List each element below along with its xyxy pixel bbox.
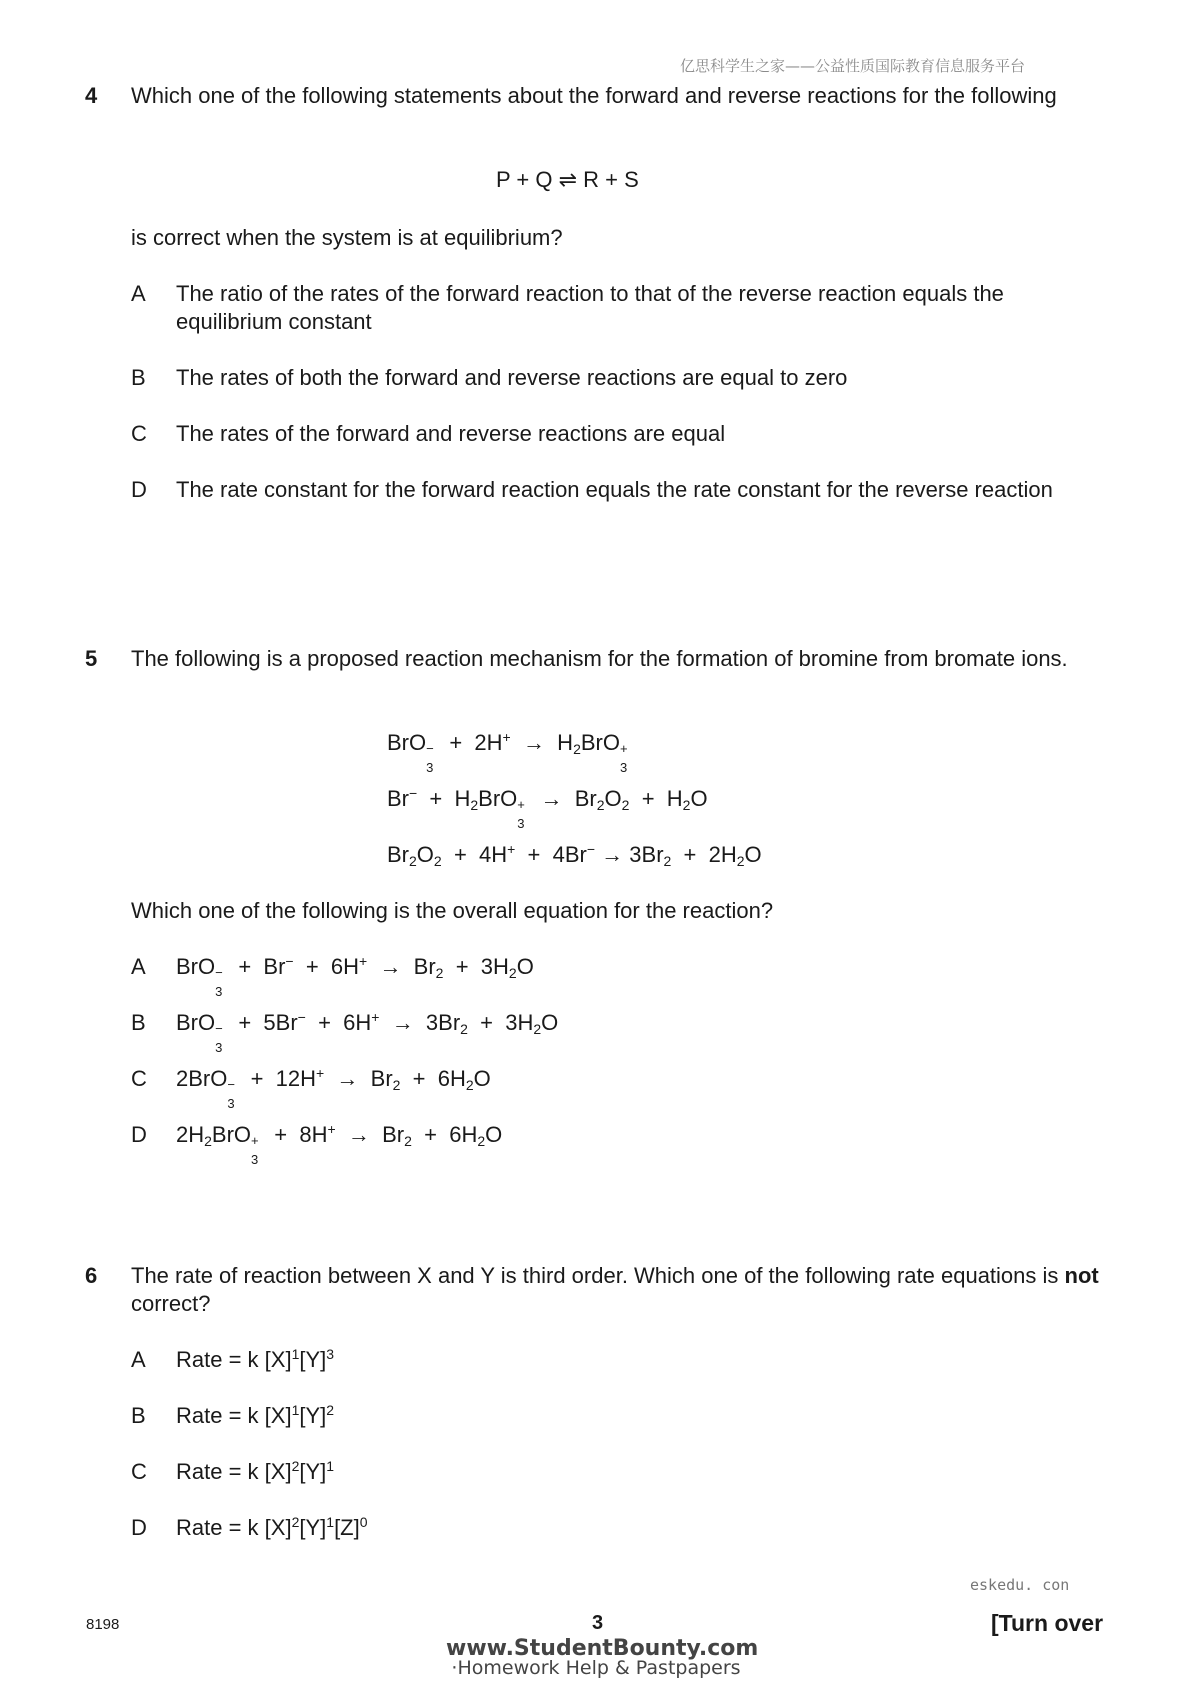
studentbounty-logo	[446, 1636, 759, 1679]
q6-option-b-equation[interactable]: Rate = k $[X]^1[Y]^2$	[176, 1402, 335, 1428]
q5-option-d-equation[interactable]: $2H_2BrO$ + 3 + $8H^+ \to Br_2 + 6H_2O$	[176, 1121, 503, 1167]
logo-url: www.StudentBounty.com	[446, 1636, 759, 1661]
q5-option-c-letter[interactable]: C	[131, 1066, 147, 1091]
q5-option-a-letter[interactable]: A	[131, 954, 146, 979]
question-4-equation: P + Q ⇌ R + S	[496, 167, 639, 192]
q4-option-b-text[interactable]: The rates of both the forward and reverse reactions are equal to zero	[176, 365, 848, 390]
q4-option-c-text[interactable]: The rates of the forward and reverse reactions are equal	[176, 421, 726, 446]
q4-option-a-letter[interactable]: A	[131, 281, 146, 306]
q6-option-a-equation[interactable]: Rate = k $[X]^1[Y]^3$	[176, 1346, 335, 1372]
question-4-stem: Which one of the following statements about the forward and reverse reactions for the following	[131, 83, 1057, 108]
q5-option-b-equation[interactable]: BrO − 3 + $5Br^- + 6H^+ \to 3Br_2 + 3H_2O$	[176, 1009, 559, 1055]
q6-option-c-equation[interactable]: Rate = k $[X]^2[Y]^1$	[176, 1458, 335, 1484]
question-6-stem-part-1: The rate of reaction between X and Y is third order. Which one of the following rate equations is	[131, 1263, 1065, 1288]
question-5-stem-2: Which one of the following is the overall equation for the reaction?	[131, 898, 774, 923]
q6-option-d-letter[interactable]: D	[131, 1515, 147, 1540]
q4-option-d-text[interactable]: The rate constant for the forward reaction equals the rate constant for the reverse reaction	[176, 477, 1053, 502]
mechanism-step-1: BrO − 3 + $2H^+ \to H_2BrO$ + 3	[387, 729, 628, 775]
mechanism-step-3: $Br_2O_2 + 4H^+ + 4Br^- \to 3Br_2 + 2H_2O$	[387, 841, 762, 869]
question-6-number: 6	[85, 1263, 98, 1288]
q5-option-a-equation[interactable]: BrO − 3 + $Br^- + 6H^+ \to Br_2 + 3H_2O$	[176, 953, 534, 999]
eskedu-watermark: eskedu. con	[970, 1576, 1070, 1594]
question-6-stem-emphasis: not	[1064, 1263, 1099, 1288]
q4-option-a-text[interactable]: The ratio of the rates of the forward reaction to that of the reverse reaction equals the equilibrium constant	[176, 281, 1004, 334]
q4-option-d-letter[interactable]: D	[131, 477, 147, 502]
question-4-number: 4	[85, 83, 98, 108]
question-6-stem	[131, 1262, 1111, 1318]
question-5-number: 5	[85, 646, 98, 671]
q5-option-b-letter[interactable]: B	[131, 1010, 146, 1035]
paper-code: 8198	[86, 1616, 120, 1633]
q6-option-d-equation[interactable]: Rate = k $[X]^2[Y]^1[Z]^0$	[176, 1514, 368, 1540]
q5-option-d-letter[interactable]: D	[131, 1122, 147, 1147]
page-number: 3	[592, 1612, 604, 1634]
q4-option-c-letter[interactable]: C	[131, 421, 147, 446]
question-5-stem: The following is a proposed reaction mechanism for the formation of bromine from bromate ions.	[131, 646, 1068, 671]
q5-option-c-equation[interactable]: 2BrO − 3 + $12H^+ \to Br_2 + 6H_2O$	[176, 1065, 491, 1111]
turn-over-label: [Turn over	[991, 1610, 1104, 1636]
q6-option-a-letter[interactable]: A	[131, 1347, 146, 1372]
question-6-stem-part-2: correct?	[131, 1291, 211, 1316]
q4-option-b-letter[interactable]: B	[131, 365, 146, 390]
mechanism-step-2: $Br^- + H_2BrO$ + 3 → $Br_2O_2 + H_2O$	[387, 785, 708, 831]
question-4-stem-2: is correct when the system is at equilibrium?	[131, 225, 563, 250]
q6-option-c-letter[interactable]: C	[131, 1459, 147, 1484]
q6-option-b-letter[interactable]: B	[131, 1403, 146, 1428]
logo-tagline: ·Homework Help & Pastpapers	[451, 1657, 741, 1679]
header-watermark: 亿思科学生之家——公益性质国际教育信息服务平台	[680, 57, 1026, 75]
